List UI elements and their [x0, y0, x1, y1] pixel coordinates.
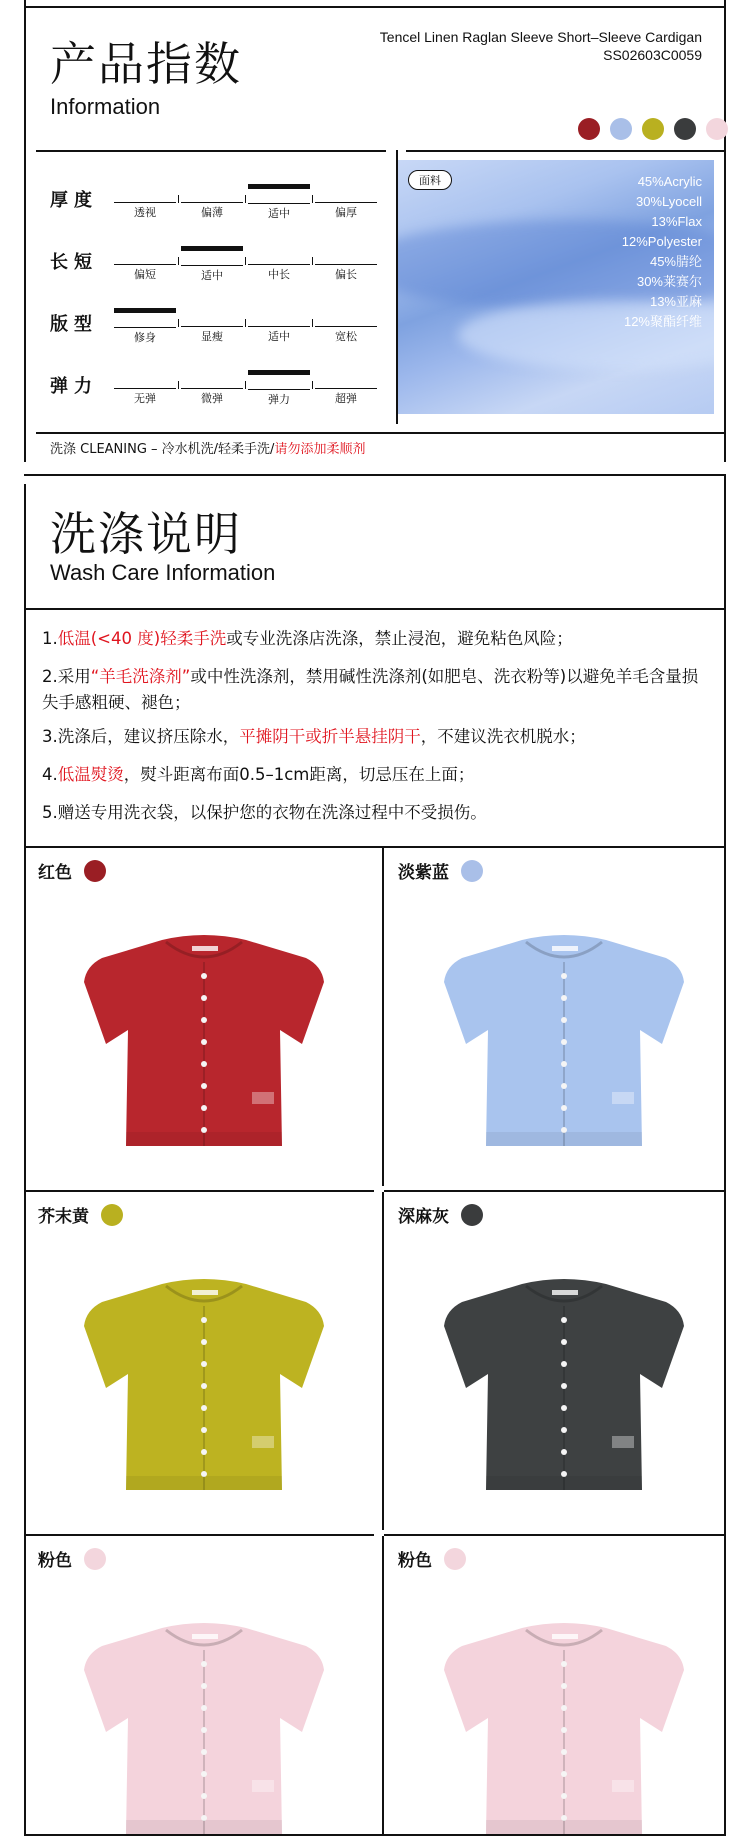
wash-prefix: 洗涤 CLEANING – 冷水机洗/轻柔手洗/ — [50, 442, 275, 457]
care-subtitle: Wash Care Information — [50, 560, 276, 585]
fabric-composition — [622, 172, 702, 332]
color-swatch — [642, 118, 664, 140]
cardigan-photo — [444, 1276, 684, 1500]
care-item — [42, 664, 712, 716]
index-option-label: 显瘦 — [201, 330, 223, 343]
color-dot — [444, 1548, 466, 1570]
color-dot — [101, 1204, 123, 1226]
cardigan-photo — [444, 932, 684, 1156]
care-divider — [24, 608, 726, 610]
grid-divider — [384, 1534, 726, 1536]
color-dot — [84, 1548, 106, 1570]
index-option-label: 偏短 — [134, 268, 156, 281]
frame-right-lower — [724, 474, 726, 1836]
index-option-label: 偏厚 — [335, 206, 357, 219]
index-tick — [245, 195, 246, 203]
care-item-text: ，熨斗距离布面0.5–1cm距离，切忌压在上面； — [123, 765, 475, 784]
fabric-composition-line: 30%莱赛尔 — [636, 274, 702, 289]
care-item-text: 洗涤后，建议挤压除水， — [57, 727, 240, 746]
index-option-label: 偏薄 — [201, 206, 223, 219]
color-swatch — [610, 118, 632, 140]
care-item — [42, 626, 712, 652]
index-scale-segment — [114, 370, 176, 405]
grid-top-divider — [24, 846, 726, 848]
cardigan-photo — [84, 1620, 324, 1844]
fabric-tag: 面料 — [408, 170, 452, 190]
index-scale-segment — [181, 246, 243, 282]
fabric-image — [398, 160, 714, 414]
care-item — [42, 800, 712, 826]
grid-divider — [24, 1190, 374, 1192]
index-tick — [312, 319, 313, 327]
index-scale-segment — [181, 370, 243, 405]
cardigan-image — [444, 932, 684, 1152]
product-name: Tencel Linen Raglan Sleeve Short–Sleeve Cardigan — [379, 29, 702, 45]
index-option-label: 透视 — [134, 206, 156, 219]
care-item-number: 1. — [42, 629, 58, 648]
color-label: 淡紫蓝 — [398, 863, 449, 883]
index-scale-segment — [248, 308, 310, 343]
index-scale-segment — [248, 370, 310, 406]
page-subtitle: Information — [50, 94, 161, 119]
care-item-highlight: 平摊阴干或折半悬挂阴干 — [239, 727, 421, 746]
divider-left — [36, 150, 386, 152]
index-option-label: 中长 — [268, 268, 290, 281]
cardigan-image — [84, 932, 324, 1152]
product-name-block — [380, 28, 702, 64]
index-label: 长短 — [50, 252, 98, 273]
page-title: 产品指数 — [50, 37, 242, 91]
index-option-label: 无弹 — [134, 392, 156, 405]
frame-top — [24, 6, 726, 8]
index-option-label: 修身 — [134, 331, 156, 344]
index-option-label: 微弹 — [201, 392, 223, 405]
color-label: 粉色 — [398, 1551, 432, 1571]
index-scale-segment — [248, 184, 310, 220]
index-option-label: 偏长 — [335, 268, 357, 281]
color-label: 深麻灰 — [398, 1207, 449, 1227]
cardigan-image — [444, 1620, 684, 1840]
grid-divider-vertical — [382, 1192, 384, 1530]
grid-divider — [24, 1534, 374, 1536]
index-scale-segment — [315, 370, 377, 405]
fabric-composition-line: 30%Lyocell — [635, 194, 702, 209]
index-tick — [312, 195, 313, 203]
care-item-highlight: 低温熨烫 — [57, 765, 124, 784]
care-item-text: ，不建议洗衣机脱水； — [420, 727, 586, 746]
index-tick — [178, 319, 179, 327]
index-label: 版型 — [50, 314, 98, 335]
index-option-label: 适中 — [268, 330, 290, 343]
frame-right — [724, 0, 726, 462]
index-option-label: 适中 — [201, 269, 223, 282]
frame-left-lower — [24, 484, 26, 1836]
index-scale-segment — [114, 184, 176, 219]
cardigan-photo — [84, 932, 324, 1156]
index-tick — [178, 381, 179, 389]
index-label: 弹力 — [50, 376, 98, 397]
color-label: 芥末黄 — [38, 1207, 89, 1227]
divider-wash — [36, 432, 726, 434]
care-item-number: 5. — [42, 803, 58, 822]
index-option-label: 超弹 — [335, 392, 357, 405]
cardigan-image — [84, 1276, 324, 1496]
color-dot — [461, 1204, 483, 1226]
frame-left — [24, 0, 26, 462]
index-option-label: 宽松 — [335, 330, 357, 343]
grid-divider-vertical — [382, 1536, 384, 1834]
fabric-composition-line: 45%Acrylic — [637, 174, 702, 189]
fabric-composition-line: 13%Flax — [651, 214, 702, 229]
care-item-text: 采用 — [57, 667, 91, 686]
color-swatch — [706, 118, 728, 140]
care-item-number: 3. — [42, 727, 58, 746]
care-item-number: 2. — [42, 667, 58, 686]
care-item-text: 或专业洗涤店洗涤，禁止浸泡，避免粘色风险； — [226, 629, 573, 648]
product-code: SS02603C0059 — [603, 47, 702, 63]
index-tick — [312, 257, 313, 265]
grid-divider — [384, 1190, 726, 1192]
care-item — [42, 762, 712, 788]
index-scale-segment — [315, 308, 377, 343]
divider-right — [406, 150, 726, 152]
fabric-composition-line: 13%亚麻 — [649, 294, 702, 309]
care-item-highlight: 低温(<40 度)轻柔手洗 — [57, 629, 227, 648]
index-tick — [312, 381, 313, 389]
color-swatch — [674, 118, 696, 140]
index-option-label: 适中 — [268, 207, 290, 220]
color-dot — [84, 860, 106, 882]
wash-instructions-line — [50, 438, 365, 457]
care-item-highlight: “羊毛洗涤剂” — [90, 667, 191, 686]
fabric-composition-line: 12%聚酯纤维 — [623, 314, 702, 329]
index-label: 厚度 — [50, 190, 98, 211]
fabric-composition-line: 45%腈纶 — [649, 254, 702, 269]
index-tick — [245, 257, 246, 265]
care-item — [42, 724, 712, 750]
index-scale-segment — [114, 246, 176, 281]
index-scale-segment — [315, 246, 377, 281]
index-tick — [245, 319, 246, 327]
care-item-text: 赠送专用洗衣袋，以保护您的衣物在洗涤过程中不受损伤。 — [57, 803, 487, 822]
index-tick — [245, 381, 246, 389]
care-item-number: 4. — [42, 765, 58, 784]
cardigan-photo — [444, 1620, 684, 1844]
color-dot — [461, 860, 483, 882]
cardigan-image — [444, 1276, 684, 1496]
care-title: 洗涤说明 — [50, 507, 242, 561]
fabric-composition-line: 12%Polyester — [621, 234, 702, 249]
color-swatch — [578, 118, 600, 140]
cardigan-image — [84, 1620, 324, 1840]
index-scale-segment — [315, 184, 377, 219]
index-option-label: 弹力 — [268, 393, 290, 406]
section-divider — [24, 474, 726, 476]
index-scale-segment — [181, 184, 243, 219]
index-scale-segment — [114, 308, 176, 344]
grid-divider-vertical — [382, 848, 384, 1186]
care-item-text: 或中性洗涤剂，禁用碱性洗涤剂(如肥皂、洗衣粉等)以避免羊毛含量损失手感粗硬、褪色； — [42, 667, 699, 712]
index-scale-segment — [181, 308, 243, 343]
color-label: 粉色 — [38, 1551, 72, 1571]
wash-warning: 请勿添加柔顺剂 — [274, 442, 366, 457]
index-tick — [178, 257, 179, 265]
index-scale-segment — [248, 246, 310, 281]
index-tick — [178, 195, 179, 203]
cardigan-photo — [84, 1276, 324, 1500]
color-label: 红色 — [38, 863, 72, 883]
